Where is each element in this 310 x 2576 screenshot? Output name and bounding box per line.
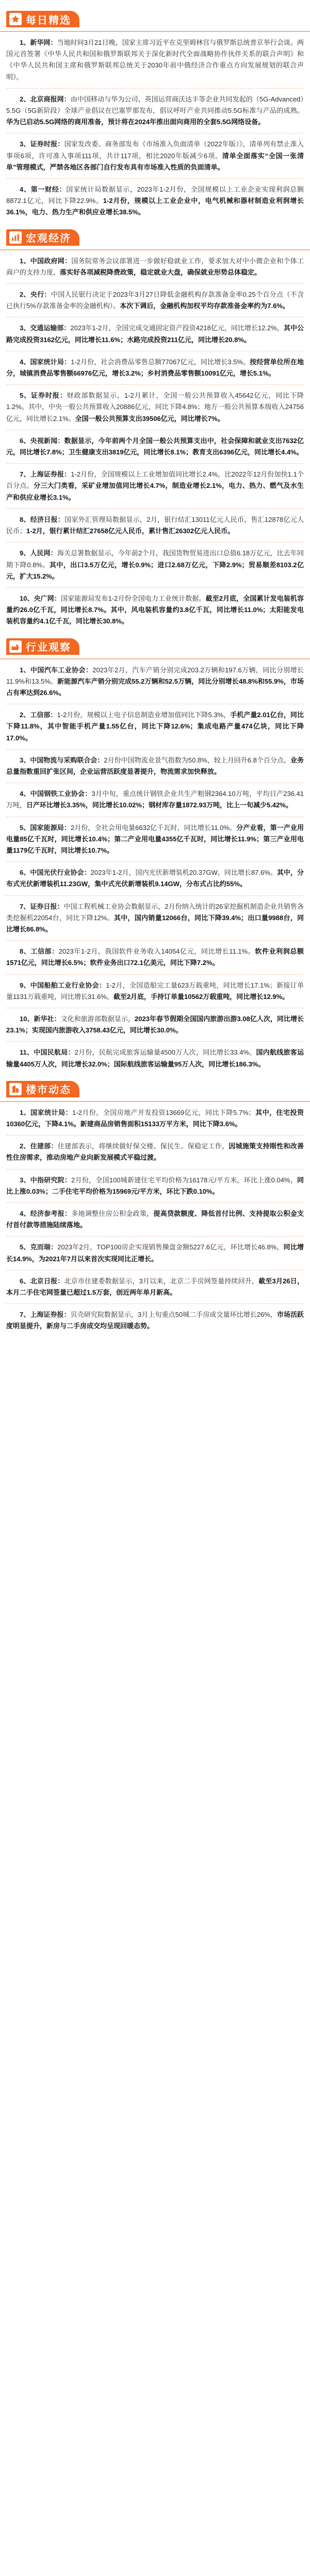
news-highlight: 同比上涨0.03%；二手住宅平均价格为15969元/平方米，环比下跌0.10%。 (6, 1176, 304, 1195)
news-highlight: 其中，出口3.5万亿元，增长0.9%；进口2.68万亿元，下降2.9%；贸易顺差8103.2亿元，扩大15.2%。 (6, 561, 304, 580)
news-lead: 中国工程机械工业协会数据显示，2月份纳入统计的26家挖掘机制造企业共销售各类挖掘机22054台，同比下降12%。 (6, 902, 304, 922)
news-item (6, 514, 304, 537)
news-item (6, 1276, 304, 1298)
news-source: 2、北京商报网： (20, 95, 71, 103)
news-source: 2、央行： (20, 291, 51, 299)
news-highlight: 落实好各项减税降费政策，稳定就业大盘，确保就业形势总体稳定。 (60, 268, 262, 276)
news-source: 11、中国民航局： (20, 1048, 75, 1057)
news-source: 2、工信部： (20, 711, 57, 719)
news-lead: 1-2月份，全国规模以上工业增加值同比增长2.4%，比2022年12月份加快1.1个百分点。 (6, 470, 304, 490)
news-lead: 中国人民银行决定于2023年3月27日降低金融机构存款准备金率0.25个百分点（不含已执行5%存款准备金率的金融机构）。 (6, 291, 304, 310)
news-lead: 2023年1-2月，我国软件业务收入14054亿元，同比增长11.1%。 (58, 947, 255, 956)
section-macro (0, 226, 310, 628)
news-highlight: 其中，分布式光伏新增装机11.23GW，集中式光伏新增装机9.14GW，分布式占比约55%。 (6, 869, 304, 888)
news-lead: 由中国移动与华为公司、英国运营商沃达丰等企业共同发起的（5G-Advanced）5.5G（5G新阶段）全球产业倡议在巴塞罗那发布，倡议呼吁产业共同推动5.5G标准与产品的成熟。 (6, 95, 304, 115)
divider (6, 542, 304, 543)
news-item (6, 1175, 304, 1197)
news-item (6, 1309, 304, 1332)
news-highlight: 新能源汽车产销分别完成55.2万辆和52.5万辆，同比分别增长48.8%和55.9%，市场占有率达到26.6%。 (6, 677, 304, 697)
news-item (6, 1107, 304, 1130)
news-lead: 北京市住建委数据显示，3月以来，北京二手房网签量持续回升， (64, 1277, 259, 1285)
news-lead: 1-2月份，全国房地产开发投资13669亿元，同比下降5.7%； (72, 1108, 255, 1116)
news-highlight: 截至2月底，全国累计发电装机容量约26.0亿千瓦，同比增长8.7%。其中，风电装机容量约3.8亿千瓦，同比增长11.0%；太阳能发电装机容量约4.1亿千瓦，同比增长30.8%。 (6, 594, 304, 625)
news-source: 10、央广网： (20, 594, 61, 602)
news-item (6, 593, 304, 628)
news-paragraph (6, 357, 304, 379)
news-highlight: 因城施策支持刚性和改善性住房需求，推动房地产业向新发展模式平稳过渡。 (6, 1142, 304, 1162)
news-paragraph (6, 390, 304, 425)
news-lead: 2月份，全社会用电量6632亿千瓦时，同比增长11.0%。 (71, 823, 237, 832)
news-lead: 2023年2月，TOP100房企实现销售操盘金额5227.6亿元，环比增长46.8%， (57, 1243, 284, 1251)
news-paragraph (6, 1047, 304, 1070)
news-paragraph (6, 514, 304, 537)
news-lead: 3月中旬，重点统计钢铁企业共生产粗钢2364.10万吨，平均日产236.41万吨， (6, 790, 304, 809)
news-lead: 1-2月份，社会消费品零售总额77067亿元，同比增长3.5%。 (71, 358, 250, 366)
news-lead: 2月份，全国100城新建住宅平均价格为16178元/平方米，环比上涨0.04%， (71, 1176, 297, 1184)
section-header (0, 1077, 310, 1102)
news-item (6, 755, 304, 777)
section-realestate (0, 1077, 310, 1332)
news-paragraph (6, 1309, 304, 1332)
news-paragraph (6, 822, 304, 857)
section-title: 每日精选 (26, 14, 71, 26)
news-source: 4、第一财经： (20, 185, 67, 194)
news-lead: 1-2月，全国造船完工量623万载重吨，同比增长17.1%；新接订单量1131万载重吨，同比增长31.6%。 (6, 981, 304, 1001)
news-item (6, 665, 304, 699)
news-item (6, 901, 304, 936)
news-lead: 2023年2月，汽车产销分别完成203.2万辆和197.6万辆，同比分别增长11.9%和13.5%。 (6, 666, 304, 685)
divider (6, 1041, 304, 1042)
news-lead: 国家统计局数据显示，2023年1-2月份，全国规模以上工业企业实现利润总额8872.1亿元，同比下降22.9%。 (6, 185, 304, 205)
news-source: 5、证券时报： (20, 392, 67, 400)
news-highlight: 手机产量2.01亿台，同比下降11.8%，其中智能手机产量1.55亿台，同比下降12.6%；集成电路产量474亿块，同比下降17.0%。 (6, 711, 304, 742)
news-paragraph (6, 867, 304, 890)
news-lead: 财政部数据显示，1-2月累计，全国一般公共预算收入45642亿元，同比下降1.2%。其中，中央一般公共预算收入20886亿元，同比下降4.8%；地方一般公共预算本级收入24756亿元，同比增长2.1%。 (6, 392, 304, 422)
news-highlight: 华为已启动5.5G网络的商用准备，预计将在2024年推出面向商用的全套5.5G网络设备。 (6, 118, 265, 126)
divider (6, 940, 304, 941)
news-lead: 2023年1-2月，全国完成交通固定资产投资4218亿元，同比增长12.2%， (70, 324, 284, 332)
news-item (6, 184, 304, 218)
news-paragraph (6, 435, 304, 458)
news-source: 6、央视新闻： (20, 436, 64, 445)
news-item (6, 788, 304, 811)
news-item (6, 390, 304, 425)
divider (6, 749, 304, 750)
news-highlight: 同比增长14.9%，为2021年7月以来首次实现同比正增长。 (6, 1243, 304, 1263)
news-source: 4、中国钢铁工业协会： (20, 790, 92, 798)
news-source: 7、上海证券报： (20, 1311, 71, 1319)
divider (6, 1303, 304, 1304)
news-item (6, 139, 304, 173)
news-highlight: 2023年春节假期全国国内旅游出游3.08亿人次，同比增长23.1%；实现国内旅游收入3758.43亿元，同比增长30.0%。 (6, 1014, 304, 1035)
divider (6, 587, 304, 588)
news-paragraph (6, 548, 304, 582)
news-paragraph (6, 593, 304, 628)
news-highlight: 分产业看，第一产业用电量85亿千瓦时，同比增长10.4%；第二产业用电量4355亿千瓦时，同比增长11.9%；第三产业用电量1179亿千瓦时，同比增长10.7%。 (6, 823, 304, 854)
section-header (0, 635, 310, 659)
news-lead: 多地调整住房公积金政策， (71, 1210, 154, 1218)
news-paragraph (6, 1242, 304, 1264)
news-item (6, 709, 304, 744)
news-paragraph (6, 665, 304, 699)
news-item (6, 256, 304, 278)
news-paragraph (6, 980, 304, 1003)
news-paragraph (6, 1276, 304, 1298)
news-lead: 国家外汇管理局数据显示，2月，银行结汇13011亿元人民币，售汇12878亿元人民币； (6, 515, 304, 535)
news-lead: 2023年1-2月，国内光伏新增装机20.37GW，同比增长87.6%。 (90, 869, 277, 877)
section-items (0, 256, 310, 628)
section-items (0, 665, 310, 1070)
divider (6, 88, 304, 89)
section-badge (6, 11, 79, 27)
news-source: 5、克而瑞： (20, 1243, 58, 1251)
news-source: 9、中国船舶工业行业协会： (20, 981, 106, 989)
news-lead: 国家能源局发布1-2月份全国电力工业统计数据。 (60, 594, 206, 602)
news-paragraph (6, 901, 304, 936)
news-item (6, 822, 304, 857)
news-item (6, 867, 304, 890)
divider (6, 283, 304, 284)
news-item (6, 1141, 304, 1163)
news-paragraph (6, 755, 304, 777)
divider (6, 178, 304, 179)
news-item (6, 469, 304, 503)
divider (6, 861, 304, 862)
building-icon (9, 1083, 22, 1095)
divider (6, 895, 304, 896)
news-lead: 国家发改委、商务部发布《市场准入负面清单（2022年版）》，清单列有禁止准入事项6项，许可准入事项111项，共计117项，相比2020年版减少6项。 (6, 140, 304, 160)
news-paragraph (6, 289, 304, 312)
section-industry (0, 635, 310, 1070)
news-source: 3、证券时报： (20, 140, 64, 148)
news-highlight: 清单全面落实“全国一张清单”管理模式，严禁各地区各部门自行发布具有市场准入性质的负面清单。 (6, 151, 304, 171)
news-item (6, 548, 304, 582)
news-source: 1、国家统计局： (20, 1108, 73, 1116)
news-paragraph (6, 94, 304, 128)
news-item (6, 1013, 304, 1036)
news-highlight: 分三大门类看，采矿业增加值同比增长4.7%，制造业增长2.1%，电力、热力、燃气及水生产和供应业增长3.1%。 (6, 482, 304, 501)
news-lead: 海关总署数据显示，今年前2个月，我国货物贸易进出口总值6.18万亿元，比去年同期下降0.8%。 (6, 549, 304, 569)
news-paragraph (6, 139, 304, 173)
news-lead: 文化和旅游部数据显示， (60, 1014, 135, 1023)
news-lead: 国务院常务会议部署进一步做好稳就业工作，要求加大对中小微企业和个体工商户的支持力度， (6, 257, 304, 276)
news-highlight: 本次下调后，金融机构加权平均存款准备金率约为7.6%。 (120, 302, 289, 310)
sections-container (0, 7, 310, 1332)
news-item (6, 37, 304, 83)
news-source: 2、住建部： (20, 1142, 58, 1150)
news-source: 3、中国物流与采购联合会： (20, 756, 104, 764)
section-items (0, 1107, 310, 1332)
news-item (6, 94, 304, 128)
news-source: 3、中指研究院： (20, 1176, 72, 1184)
news-paragraph (6, 1107, 304, 1130)
news-highlight: 截至3月26日，本月二手住宅网签量已超过1.5万套，创近两年单月新高。 (6, 1277, 304, 1297)
news-source: 7、上海证券报： (20, 470, 71, 479)
news-paragraph (6, 1208, 304, 1231)
section-header (0, 7, 310, 32)
news-highlight: 提高贷款额度、降低首付比例、支持提取公积金支付首付款等措施陆续落地。 (6, 1210, 304, 1229)
news-paragraph (6, 256, 304, 278)
section-items (0, 37, 310, 218)
news-source: 1、中国政府网： (20, 257, 72, 265)
news-highlight: 其中，住宅投资10360亿元，下降4.1%。新建商品房销售面积15133万平方米，同比下降3.6%。 (6, 1108, 304, 1128)
section-badge (6, 1081, 79, 1097)
news-highlight: 业务总量指数重回扩张区间，企业运营活跃度显著提升，物流需求加快释放。 (6, 756, 304, 775)
news-source: 8、工信部： (20, 947, 59, 956)
news-highlight: 软件业利润总额1571亿元，同比增长6.5%；软件业务出口72.1亿美元，同比下降7.2%。 (6, 947, 304, 967)
news-paragraph (6, 1013, 304, 1036)
news-paragraph (6, 469, 304, 503)
news-paragraph (6, 709, 304, 744)
news-source: 3、交通运输部： (20, 324, 71, 332)
news-highlight: 按经营单位所在地分，城镇消费品零售额66976亿元，增长3.2%；乡村消费品零售额10091亿元，增长5.1%。 (6, 358, 304, 378)
news-item (6, 323, 304, 345)
news-lead: 2月份，民航完成旅客运输量4500万人次，同比增长33.4%。 (74, 1048, 256, 1057)
section-title: 宏观经济 (26, 233, 71, 245)
news-item (6, 1047, 304, 1070)
section-daily (0, 7, 310, 218)
news-paragraph (6, 946, 304, 969)
news-item (6, 1242, 304, 1264)
divider (6, 1169, 304, 1170)
factory-icon (9, 640, 22, 653)
news-source: 10、新华社： (20, 1014, 61, 1023)
news-source: 9、人民网： (20, 549, 57, 557)
news-paragraph (6, 323, 304, 345)
divider (6, 974, 304, 975)
news-lead: 2月份中国物流业景气指数为50.8%，较上月回升6.8个百分点。 (104, 756, 290, 764)
chart-icon (9, 231, 22, 244)
news-source: 7、证券日报： (20, 902, 64, 910)
news-highlight: 数据显示，今年前两个月全国一般公共预算支出中，社会保障和就业支出7632亿元，同比增长7.8%；卫生健康支出3819亿元，同比增长8.1%；教育支出6396亿元，同比增长4.4%。 (6, 436, 304, 456)
news-highlight: 国内航线旅客运输量4405万人次，同比增长32.0%；国际航线旅客运输量95万人次，同比增长186.3%。 (6, 1048, 304, 1068)
section-badge (6, 229, 79, 246)
news-highlight: 其中，国内销量12066台，同比下降39.4%；出口量9988台，同比增长86.8%。 (6, 913, 304, 933)
star-icon (9, 13, 22, 25)
news-item (6, 289, 304, 312)
news-source: 4、国家统计局： (20, 358, 71, 366)
news-highlight: 截至2月底，手持订单量10562万载重吨，同比增长12.9%。 (113, 992, 289, 1001)
news-source: 6、北京日报： (20, 1277, 64, 1285)
section-header (0, 226, 310, 250)
news-paragraph (6, 184, 304, 218)
news-item (6, 980, 304, 1003)
news-lead: 住建部表示，将继续做好保交楼、保民生、保稳定工作， (57, 1142, 229, 1150)
news-source: 8、经济日报： (20, 515, 65, 523)
news-lead: 当地时间3月21日晚，国家主席习近平在克里姆林宫与俄罗斯总统普京举行会谈。两国元首签署《中华人民共和国和俄罗斯联邦关于深化新时代全面战略协作伙伴关系的联合声明》和《中华人民共和国主席和俄罗斯联邦总统关于2030年前中俄经济合作重点方向发展规划的联合声明》。 (6, 39, 304, 81)
news-highlight: 其中公路完成投资3162亿元，同比增长11.6%；水路完成投资211亿元，同比增长20.8%。 (6, 324, 304, 344)
news-highlight: 全国一般公共预算支出39506亿元，同比增长7%。 (75, 414, 224, 422)
news-source: 6、中国光伏行业协会： (20, 869, 91, 877)
news-highlight: 市场活跃度明显提升，新房与二手房成交均呈现回暖态势。 (6, 1311, 304, 1330)
news-item (6, 1208, 304, 1231)
news-item (6, 946, 304, 969)
news-lead: 1-2月份，规模以上电子信息制造业增加值同比下降5.3%， (57, 711, 231, 719)
section-title: 楼市动态 (26, 1084, 71, 1096)
divider (6, 1202, 304, 1203)
news-paragraph (6, 37, 304, 83)
divider (6, 1135, 304, 1136)
news-source: 5、国家能源局： (20, 823, 71, 832)
news-highlight: 1-2月份，规模以上工业企业中，电气机械和器材制造业利润增长36.1%，电力、热力生产和供应业增长38.5%。 (6, 197, 304, 216)
divider (6, 384, 304, 385)
news-highlight: 日产环比增长3.35%，同比增长10.02%；钢材库存量1872.93万吨，比上一旬减少5.42%。 (26, 801, 292, 809)
news-source: 4、经济参考报： (20, 1210, 72, 1218)
news-source: 1、中国汽车工业协会： (20, 666, 93, 674)
news-source: 1、新华网： (20, 39, 57, 46)
section-title: 行业观察 (26, 642, 71, 654)
news-paragraph (6, 1141, 304, 1163)
section-badge (6, 638, 79, 655)
news-paragraph (6, 788, 304, 811)
news-paragraph (6, 1175, 304, 1197)
divider (6, 463, 304, 464)
news-lead: 贝壳研究院数据显示，3月上旬重点50城二手房成交量环比增长26%， (70, 1311, 277, 1319)
news-item (6, 357, 304, 379)
news-highlight: 1-2月，银行累计结汇27658亿元人民币，累计售汇26302亿元人民币。 (26, 527, 235, 535)
news-item (6, 435, 304, 458)
